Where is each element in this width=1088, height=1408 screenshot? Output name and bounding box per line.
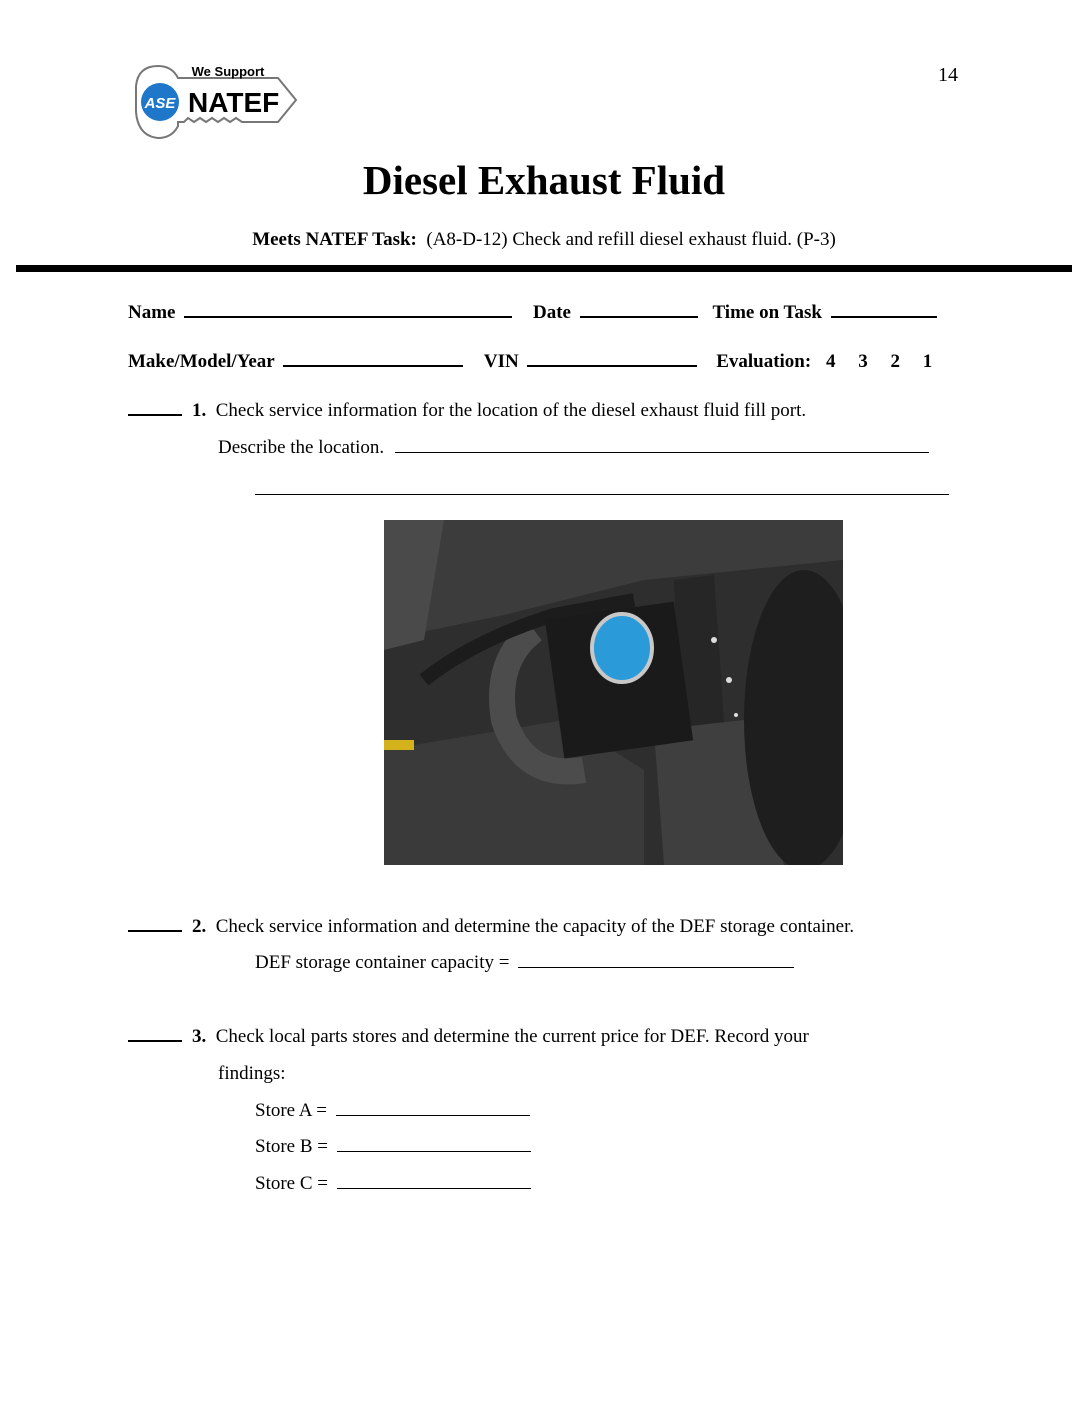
store-c-row <box>255 1173 531 1195</box>
evaluation-option-1[interactable]: 1 <box>922 351 933 372</box>
engine-bay-image <box>384 520 843 865</box>
make-model-year-field[interactable] <box>283 364 463 367</box>
name-date-row <box>128 302 937 324</box>
ase-natef-key-icon <box>128 56 304 152</box>
step-2 <box>128 916 854 938</box>
step-3-text: Check local parts stores and determine the current price for DEF. Record your <box>215 1026 809 1047</box>
task-label: Meets NATEF Task: <box>252 229 417 250</box>
step-1-number: 1. <box>192 400 207 421</box>
step-1 <box>128 400 806 422</box>
step-3 <box>128 1026 809 1048</box>
step-2-text: Check service information and determine the capacity of the DEF storage container. <box>215 916 855 937</box>
evaluation-option-4[interactable]: 4 <box>825 351 836 372</box>
store-c-label: Store C = <box>255 1173 328 1194</box>
natef-task <box>0 229 1088 251</box>
evaluation-option-2[interactable]: 2 <box>890 351 900 372</box>
step-1-describe-row <box>218 437 929 459</box>
svg-text:ASE: ASE <box>144 95 176 112</box>
def-capacity-label: DEF storage container capacity = <box>255 952 510 973</box>
store-b-field[interactable] <box>337 1150 531 1152</box>
store-c-field[interactable] <box>337 1187 531 1189</box>
describe-location-field-2[interactable] <box>255 494 949 495</box>
describe-location-label: Describe the location. <box>218 437 385 458</box>
time-on-task-field[interactable] <box>831 315 937 318</box>
svg-text:We Support: We Support <box>191 64 265 79</box>
describe-location-field-1[interactable] <box>395 451 929 453</box>
date-field[interactable] <box>580 315 698 318</box>
step-3-checkoff[interactable] <box>128 1039 182 1042</box>
name-label: Name <box>128 302 176 323</box>
store-b-row <box>255 1136 531 1158</box>
vin-field[interactable] <box>527 364 697 367</box>
evaluation-label: Evaluation: <box>716 351 812 372</box>
evaluation-option-3[interactable]: 3 <box>858 351 868 372</box>
step-2-number: 2. <box>192 916 207 937</box>
step-1-checkoff[interactable] <box>128 413 182 416</box>
store-a-label: Store A = <box>255 1100 327 1121</box>
task-text: (A8-D-12) Check and refill diesel exhaust fluid. (P-3) <box>426 229 836 250</box>
store-a-field[interactable] <box>336 1114 530 1116</box>
date-label: Date <box>532 302 571 323</box>
step-1-text: Check service information for the location of the diesel exhaust fluid fill port. <box>215 400 807 421</box>
ase-natef-logo <box>128 56 304 152</box>
step-3-text-cont: findings: <box>218 1063 286 1084</box>
time-on-task-label: Time on Task <box>712 302 822 323</box>
step-2-checkoff[interactable] <box>128 929 182 932</box>
page-number: 14 <box>938 64 958 86</box>
store-a-row <box>255 1100 530 1122</box>
vin-label: VIN <box>483 351 519 372</box>
header-divider <box>16 265 1072 272</box>
make-model-year-label: Make/Model/Year <box>128 351 275 372</box>
def-fill-port-photo <box>384 520 843 865</box>
step-3-number: 3. <box>192 1026 207 1047</box>
def-capacity-field[interactable] <box>518 966 794 968</box>
name-field[interactable] <box>184 315 512 318</box>
step-2-capacity-row <box>255 952 794 974</box>
vehicle-row <box>128 351 932 373</box>
page-title: Diesel Exhaust Fluid <box>362 157 726 203</box>
store-b-label: Store B = <box>255 1136 328 1157</box>
svg-text:NATEF: NATEF <box>188 87 280 118</box>
